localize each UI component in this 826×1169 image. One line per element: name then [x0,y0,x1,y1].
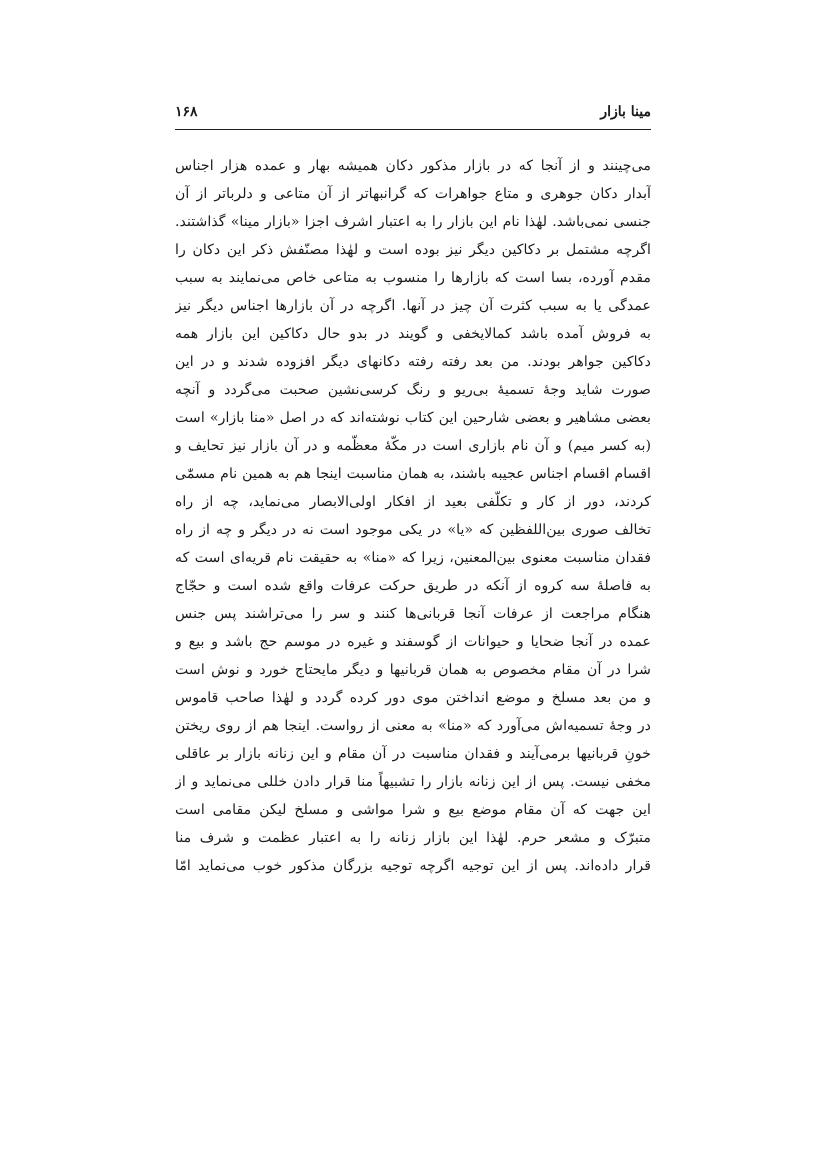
text-line: دکاکین جواهر بودند. من بعد رفته رفته دکانهای دیگر افزوده شدند و در این [175,354,651,370]
text-line: (به کسر میم) و آن نام بازاری است در مکّهٔ معظّمه و در آن بازار نیز تحایف و [175,438,651,454]
text-line: می‌چینند و از آنجا که در بازار مذکور دکان همیشه بهار و عمده هزار اجناس [175,158,651,174]
text-line: فقدان مناسبت معنوی بین‌المعنین، زیرا که «منا» به حقیقت نام قریه‌ای است که [175,550,651,566]
text-line: مخفی نیست. پس از این زنانه بازار را تشبیهاً منا قرار دادن خللی می‌نماید و از [175,774,651,790]
text-line: و من بعد مسلخ و موضع انداختن موی دور کرده گردد و لهٰذا صاحب قاموس [175,690,651,706]
text-line: صورت شاید وجهٔ تسمیهٔ بی‌ریو و رنگ کرسی‌نشین صحبت می‌گردد و آنچه [175,382,651,398]
body-text [175,152,651,880]
text-line: این جهت که آن مقام موضع بیع و شرا مواشی و مسلخ لیکن مقامی است [175,802,651,818]
page-header [175,100,651,126]
text-line: عمدگی یا به سبب کثرت آن چیز در آنها. اگرچه در آن بازارها اجناس دیگر نیز [175,298,651,314]
text-line: کردند، دور از کار و تکلّفی بعید از افکار اولی‌الابصار می‌نماید، چه از راه [175,494,651,510]
text-line: در وجهٔ تسمیه‌اش می‌آورد که «منا» به معنی از رواست. اینجا هم از روی ریختن [175,718,651,734]
page-number: ۱۶۸ [175,104,198,120]
text-line: بعضی مشاهیر و بعضی شارحین این کتاب نوشته‌اند که در اصل «منا بازار» است [175,410,651,426]
text-line: قرار داده‌اند. پس از این توجیه اگرچه توجیه بزرگان مذکور خوب می‌نماید امّا [175,858,651,874]
text-line: اقسام اقسام اجناس عجیبه باشند، به همان مناسبت اینجا هم به همین نام مسمّٰی [175,466,651,482]
text-line: متبرّک و مشعر حرم. لهٰذا این بازار زنانه را به اعتبار عظمت و شرف منا [175,830,651,846]
text-line: عمده در آنجا ضحایا و حیوانات از گوسفند و غیره در موسم حج باشد و بیع و [175,634,651,650]
text-line: خونِ قربانیها برمی‌آیند و فقدان مناسبت در آن مقام و این زنانه بازار بر عاقلی [175,746,651,762]
text-line: تخالف صوری بین‌اللفظین که «یا» در یکی موجود است نه در دیگر و چه از راه [175,522,651,538]
text-line: به فروش آمده باشد کمالایخفی و گویند در بدو حال دکاکین این بازار همه [175,326,651,342]
text-line: اگرچه مشتمل بر دکاکین دیگر نیز بوده است و لهٰذا مصنّفش ذکر این دکان را [175,242,651,258]
running-title: مینا بازار [600,104,651,120]
header-rule [175,129,651,130]
text-line: هنگام مراجعت از عرفات آنجا قربانی‌ها کنند و سر را می‌تراشند پس جنس [175,606,651,622]
text-line: به فاصلهٔ سه کروه از آنکه در طریق حرکت عرفات واقع شده است و حجّاج [175,578,651,594]
text-line: جنسی نمی‌باشد. لهٰذا نام این بازار را به اعتبار اشرف اجزا «بازار مینا» گذاشتند. [175,214,651,230]
text-line: مقدم آورده، بسا است که بازارها را منسوب به متاعی خاص می‌نمایند به سبب [175,270,651,286]
text-line: شرا در آن مقام مخصوص به همان قربانیها و دیگر مایحتاج خورد و نوش است [175,662,651,678]
text-line: آبدار دکان جوهری و متاع جواهرات که گرانبهاتر از آن متاعی و دلرباتر از آن [175,186,651,202]
